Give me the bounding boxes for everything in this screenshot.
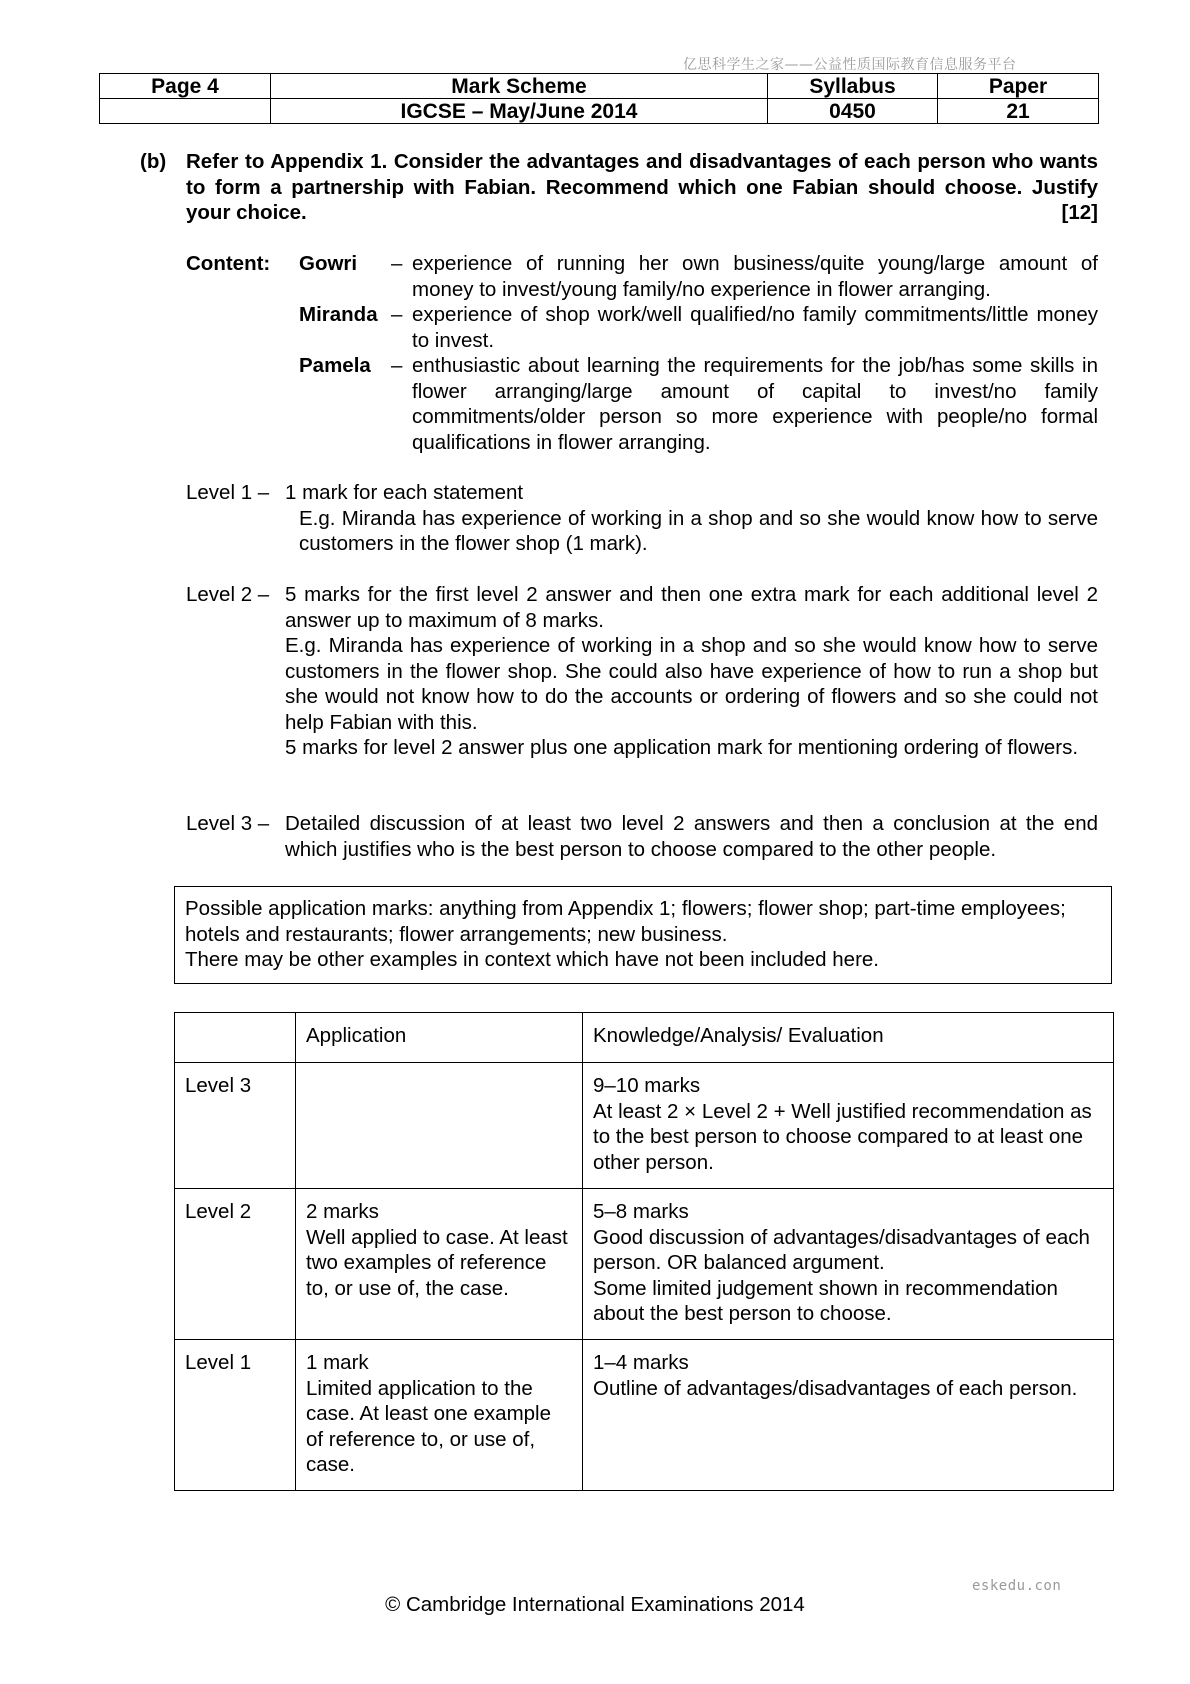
grid-row-level-3 (175, 1063, 1114, 1189)
watermark-top: 亿思科学生之家——公益性质国际教育信息服务平台 (683, 57, 1017, 73)
grid-kae-cell (583, 1340, 1114, 1491)
level-text: 1 mark for each statement (285, 481, 524, 504)
question-marks: [12] (1061, 201, 1098, 224)
person-dash: – (391, 303, 403, 326)
person-dash: – (391, 252, 403, 275)
level-example: E.g. Miranda has experience of working in a shop and so she would know how to serve customers in the flower shop (1 mark). (299, 506, 1098, 555)
kae-description-extra: Some limited judgement shown in recommendation about the best person to choose. (593, 1276, 1058, 1325)
copyright-footer: © Cambridge International Examinations 2014 (385, 1593, 805, 1616)
level-body (285, 811, 1098, 862)
application-marks: 1 mark (306, 1351, 369, 1374)
application-description: Limited application to the case. At least one example of reference to, or use of, case. (306, 1376, 552, 1476)
header-exam-session: IGCSE – May/June 2014 (271, 99, 768, 124)
grid-application-cell (296, 1189, 583, 1340)
level-body (285, 480, 1098, 557)
level-label: Level 3 – (186, 812, 270, 835)
grid-row-level-2 (175, 1189, 1114, 1340)
grid-application-cell (296, 1063, 583, 1189)
grid-row-level-1 (175, 1340, 1114, 1491)
grid-header-row (175, 1013, 1114, 1063)
person-description: experience of running her own business/quite young/large amount of money to invest/young family/no experience in flower arranging. (412, 252, 1098, 301)
header-syllabus-code: 0450 (768, 99, 938, 124)
question-label: (b) (140, 150, 167, 173)
person-description: enthusiastic about learning the requirements for the job/has some skills in flower arranging/large amount of capital to invest/no family commitments/older person so more experience with people/no formal qualifications in flower arranging. (412, 354, 1098, 454)
level-example: E.g. Miranda has experience of working in a shop and so she would know how to serve customers in the flower shop. She could also have experience of how to run a shop but she would not know how to do the accounts or ordering of flowers and so she could not help Fabian with this. (285, 634, 1098, 734)
person-name: Gowri (299, 252, 358, 275)
levels-grid (174, 1012, 1114, 1491)
header-row (100, 99, 1099, 124)
person-dash: – (391, 354, 403, 377)
grid-application-cell (296, 1340, 583, 1491)
person-name: Pamela (299, 354, 371, 377)
header-row (100, 74, 1099, 99)
grid-header-kae: Knowledge/Analysis/ Evaluation (583, 1013, 1114, 1063)
person-name: Miranda (299, 303, 378, 326)
grid-level-label: Level 3 (175, 1063, 296, 1189)
application-marks-text: Possible application marks: anything from Appendix 1; flowers; flower shop; part-time employees; hotels and restaurants; flower arrangements; new business. (185, 897, 1066, 946)
application-description: Well applied to case. At least two examples of reference to, or use of, the case. (306, 1225, 568, 1300)
level-text: 5 marks for the first level 2 answer and then one extra mark for each additional level 2 answer up to maximum of 8 marks. (285, 583, 1098, 632)
grid-header-application: Application (296, 1013, 583, 1063)
header-empty (100, 99, 271, 124)
grid-level-label: Level 1 (175, 1340, 296, 1491)
level-label: Level 1 – (186, 481, 270, 504)
grid-level-label: Level 2 (175, 1189, 296, 1340)
question-text (186, 149, 1098, 226)
kae-description: Good discussion of advantages/disadvantages of each person. OR balanced argument. (593, 1225, 1090, 1274)
application-marks: 2 marks (306, 1200, 379, 1223)
person-description: experience of shop work/well qualified/no family commitments/little money to invest. (412, 303, 1098, 352)
content-label: Content: (186, 252, 271, 275)
kae-marks: 9–10 marks (593, 1074, 701, 1097)
level-label: Level 2 – (186, 583, 270, 606)
application-marks-note: There may be other examples in context which have not been included here. (185, 948, 879, 971)
kae-marks: 1–4 marks (593, 1351, 689, 1374)
level-text: Detailed discussion of at least two level 2 answers and then a conclusion at the end which justifies who is the best person to choose compared to the other people. (285, 812, 1098, 861)
watermark-bottom: eskedu.con (972, 1578, 1062, 1594)
kae-description: Outline of advantages/disadvantages of each person. (593, 1376, 1078, 1400)
grid-kae-cell (583, 1063, 1114, 1189)
kae-marks: 5–8 marks (593, 1200, 689, 1223)
header-syllabus-label: Syllabus (768, 74, 938, 99)
application-marks-box (174, 886, 1112, 984)
header-paper-number: 21 (938, 99, 1099, 124)
question-body: Refer to Appendix 1. Consider the advantages and disadvantages of each person who wants to form a partnership with Fabian. Recommend which one Fabian should choose. Justify your choice. (186, 150, 1098, 224)
grid-kae-cell (583, 1189, 1114, 1340)
header-table (99, 73, 1099, 124)
kae-description: At least 2 × Level 2 + Well justified recommendation as to the best person to choose compared to at least one other person. (593, 1099, 1092, 1174)
level-body (285, 582, 1098, 761)
header-paper-label: Paper (938, 74, 1099, 99)
grid-header-cell (175, 1013, 296, 1063)
header-doc-title: Mark Scheme (271, 74, 768, 99)
header-page: Page 4 (100, 74, 271, 99)
level-text: 5 marks for level 2 answer plus one application mark for mentioning ordering of flowers. (285, 736, 1079, 759)
